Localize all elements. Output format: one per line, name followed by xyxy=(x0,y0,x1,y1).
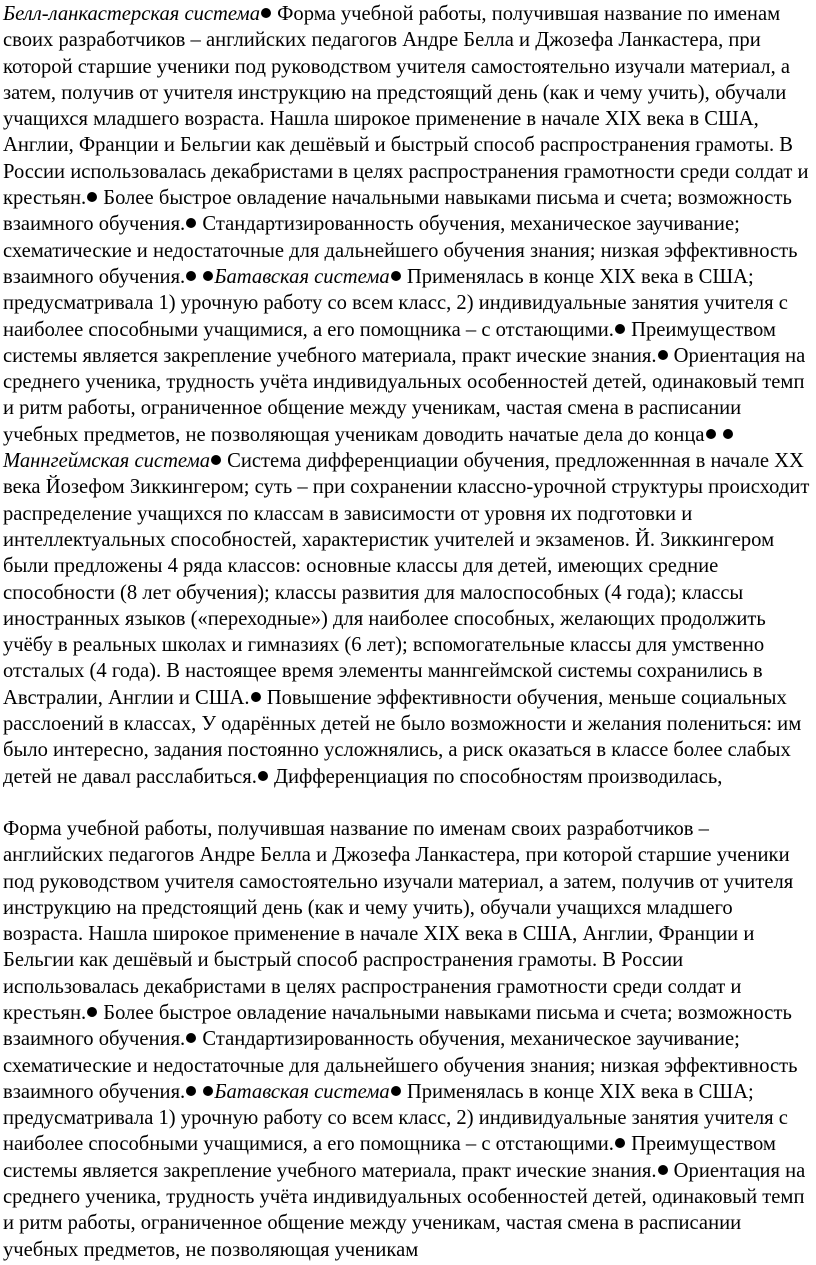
bullet-icon xyxy=(203,1086,213,1096)
body-text: Форма учебной работы, получившая название по именам своих разработчиков – английских педагогов Андре Белла и Джозефа Ланкастера, при которой старшие ученики под руководством учителя самостоятельно изучали материал, а затем, получив от учителя инструкцию на предстоящий день (как и чему учить), обучали учащихся младшего возраста. Нашла широкое применение в начале XIX века в США, Англии, Франции и Бельгии как дешёвый и быстрый способ распространения грамоты. В России использовалась декабристами в целях распространения грамотности среди солдат и крестьян. xyxy=(3,3,809,210)
bullet-icon xyxy=(203,271,213,281)
section-heading-italic: Батавская система xyxy=(214,1080,390,1103)
bullet-icon xyxy=(658,350,668,360)
bullet-icon xyxy=(87,192,97,202)
body-text: Преимуществом системы является закрепление учебного материала, практ ические знания. xyxy=(3,1133,776,1182)
body-text: Применялась в конце XIX века в США; предусматривала 1) урочную работу со всем класс, 2) индивидуальные занятия учителя с наиболее способными учащимися, а его помощника – с отстающими. xyxy=(3,265,788,341)
body-text: Применялась в конце XIX века в США; предусматривала 1) урочную работу со всем класс, 2) индивидуальные занятия учителя с наиболее способными учащимися, а его помощника – с отстающими. xyxy=(3,1080,788,1156)
body-text: Ориентация на среднего ученика, трудность учёта индивидуальных особенностей детей, одинаковый темп и ритм работы, ограниченное общение между ученикам, частая смена в расписании учебных предметов, не позволяющая ученикам xyxy=(3,1159,806,1261)
body-text xyxy=(197,266,202,288)
bullet-icon xyxy=(186,271,196,281)
section-heading-italic: Белл-ланкастерская система xyxy=(3,3,260,25)
body-text: Стандартизированность обучения, механическое заучивание; схематические и недостаточные для дальнейшего обучения знания; низкая эффективность взаимного обучения. xyxy=(3,213,798,288)
bullet-icon xyxy=(706,429,716,439)
body-text: Форма учебной работы, получившая название по именам своих разработчиков – английских педагогов Андре Белла и Джозефа Ланкастера, при которой старшие ученики под руководством учителя самостоятельно изучали материал, а затем, получив от учителя инструкцию на предстоящий день (как и чему учить), обучали учащихся младшего возраста. Нашла широкое применение в начале XIX века в США, Англии, Франции и Бельгии как дешёвый и быстрый способ распространения грамоты. В России использовалась декабристами в целях распространения грамотности среди солдат и крестьян. xyxy=(3,817,794,1024)
bullet-icon xyxy=(723,429,733,439)
body-text: Преимуществом системы является закрепление учебного материала, практ ические знания. xyxy=(3,318,776,367)
section-heading-italic: Батавская система xyxy=(214,265,390,288)
bullet-icon xyxy=(658,1165,668,1175)
body-text: Система дифференциации обучения, предложеннная в начале XX века Йозефом Зиккингером; суть – при сохранении классно-урочной структуры происходит распределение учащихся по классам в зависимости от уровня их подготовки и интеллектуальных способностей, характеристик учителей и экзаменов. Й. Зиккингером были предложены 4 ряда классов: основные классы для детей, имеющих средние способности (8 лет обучения); классы развития для малоспособных (4 года); классы иностранных языков («переходные») для наиболее способных, желающих продолжить учёбу в реальных школах и гимназиях (6 лет); вспомогательные классы для умственно отсталых (4 года). В настоящее время элементы маннгеймской системы сохранились в Австралии, Англии и США. xyxy=(3,450,810,709)
body-text: Стандартизированность обучения, механическое заучивание; схематические и недостаточные для дальнейшего обучения знания; низкая эффективность взаимного обучения. xyxy=(3,1028,798,1103)
body-text: Более быстрое овладение начальными навыками письма и счета; возможность взаимного обучения. xyxy=(3,1001,792,1051)
bullet-icon xyxy=(186,218,196,228)
body-text: Ориентация на среднего ученика, трудность учёта индивидуальных особенностей детей, одинаковый темп и ритм работы, ограниченное общение между ученикам, частая смена в расписании учебных предметов, не позволяющая ученикам доводить начатые дела до конца xyxy=(3,344,806,446)
bullet-icon xyxy=(211,455,221,465)
section-heading-italic: Маннгеймская система xyxy=(3,450,211,473)
body-text xyxy=(197,1081,202,1103)
body-text: Дифференциация по способностям производилась, xyxy=(268,765,723,788)
bullet-icon xyxy=(261,8,271,18)
bullet-icon xyxy=(615,1138,625,1148)
body-text: Повышение эффективности обучения, меньше социальных расслоений в классах, У одарённых детей не было возможности и желания полениться: им было интересно, задания постоянно усложнялись, а риск оказаться в классе более слабых детей не давал расслабиться. xyxy=(3,686,802,788)
bullet-icon xyxy=(186,1033,196,1043)
bullet-icon xyxy=(186,1086,196,1096)
document-paragraph xyxy=(3,816,812,1263)
document-paragraph xyxy=(3,1,812,790)
bullet-icon xyxy=(391,1086,401,1096)
bullet-icon xyxy=(87,1007,97,1017)
bullet-icon xyxy=(258,771,268,781)
body-text: Более быстрое овладение начальными навыками письма и счета; возможность взаимного обучения. xyxy=(3,187,792,236)
body-text xyxy=(717,424,722,446)
bullet-icon xyxy=(251,692,261,702)
bullet-icon xyxy=(391,271,401,281)
bullet-icon xyxy=(615,324,625,334)
